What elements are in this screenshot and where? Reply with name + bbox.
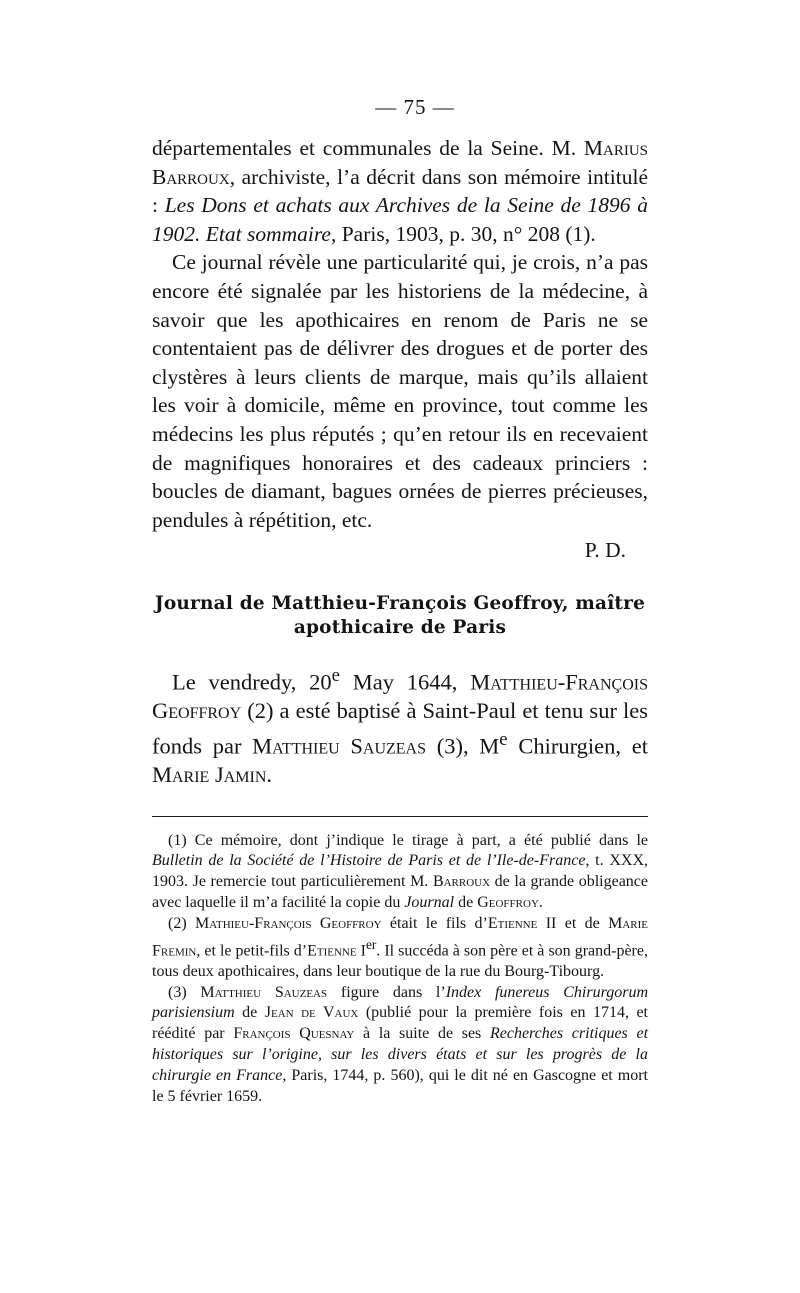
footnote-1: (1) Ce mémoire, dont j’indique le tirage à part, a été publié dans le Bulletin de la Société de l’Histoire de Paris et de l’Ile-de-France, t. XXX, 1903. Je remercie tout particulièrement M. Barroux de la grande obligeance avec laquelle il m’a facilité la copie du Journal de Geoffroy. [152, 831, 649, 912]
footnote-3: (3) Matthieu Sauzeas figure dans l’Index funereus Chirurgorum parisiensium de Jean de Vaux (publié pour la première fois en 1714, et réédité par François Quesnay à la suite de ses Recherches critiques et historiques sur l’origine, sur les divers états et sur les progrès de la chirurgie en France, Paris, 1744, p. 560), qui le dit né en Gascogne et mort le 5 février 1659. [152, 983, 649, 1105]
person-name: Matthieu-François Geoffroy [152, 669, 648, 724]
page-number: — 75 — [375, 95, 455, 119]
work-title: Les Dons et achats aux Archives de la Seine de 1896 à 1902. Etat sommaire [152, 193, 648, 246]
person-name: Marie Jamin [152, 762, 267, 788]
journal-entry: Le vendredy, 20e May 1644, Matthieu-François Geoffroy (2) a esté baptisé à Saint-Paul et tenu sur les fonds par Matthieu Sauzeas (3), Me Chirurgien, et Marie Jamin. [152, 665, 648, 788]
paragraph-archives: départementales et communales de la Seine. M. Marius Barroux, archiviste, l’a décrit dans son mémoire intitulé : Les Dons et achats aux Archives de la Seine de 1896 à 1902. Etat sommaire, Paris, 1903, p. 30, n° 208 (1). [152, 136, 648, 246]
main-text [152, 134, 648, 534]
heading-line-2: apothicaire de Paris [293, 617, 507, 639]
footnote-2: (2) Mathieu-François Geoffroy était le fils d’Etienne II et de Marie Fremin, et le petit-fils d’Etienne Ier. Il succéda à son père et à son grand-père, tous deux apothicaires, dans leur boutique de la rue du Bourg-Tibourg. [152, 914, 649, 980]
heading-line-1: Journal de Matthieu-François Geoffroy, maître [154, 593, 646, 615]
signature: P. D. [584, 538, 626, 563]
footnote-divider [152, 816, 648, 817]
section-heading [152, 592, 648, 640]
book-page [152, 95, 648, 1107]
paragraph-journal-description: Ce journal révèle une particularité qui, je crois, n’a pas encore été signalée par les historiens de la médecine, à savoir que les apothicaires en renom de Paris ne se contentaient pas de délivrer des drogues et de porter des clystères à leurs clients de marque, mais qu’ils allaient les voir à domicile, même en province, tout comme les médecins les plus réputés ; qu’en retour ils en recevaient de magnifiques honoraires et des cadeaux princiers : boucles de diamant, bagues ornées de pierres précieuses, pendules à répétition, etc. [152, 250, 648, 532]
footnotes [152, 831, 648, 1108]
author-name: Marius Barroux [152, 136, 648, 189]
person-name: Matthieu Sauzeas [252, 733, 427, 759]
